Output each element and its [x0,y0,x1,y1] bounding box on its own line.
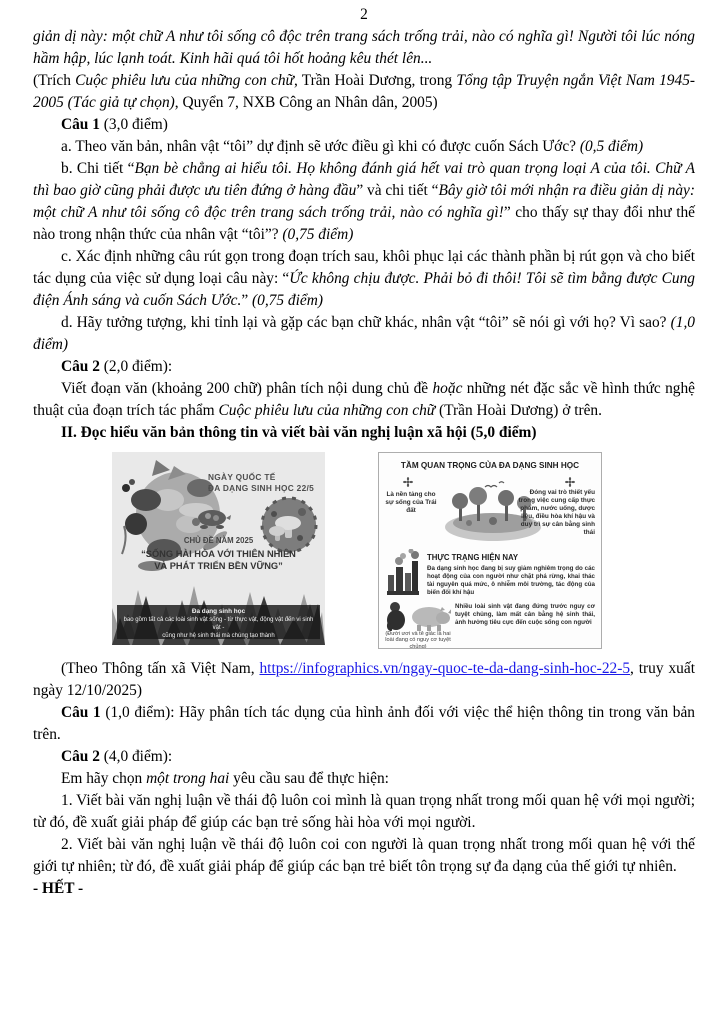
theme-year-label: CHỦ ĐỀ NĂM 2025 [183,536,254,545]
page-number: 2 [360,6,368,23]
mushrooms-icon [260,496,318,554]
theme-quote-line1: “SỐNG HÀI HÒA VỚI THIÊN NHIÊN [141,549,296,559]
biodiversity-importance-infographic [378,452,602,649]
question-2-heading: Câu 2 (2,0 điểm): [61,358,173,375]
status-paragraph-2: Nhiều loài sinh vật đang đứng trước nguy cơ tuyệt chủng, làm mất cân bằng hệ sinh thái, ảnh hưởng tiêu cực đến cuộc sống con người [455,603,595,626]
source-hyperlink[interactable]: https://infographics.vn/ngay-quoc-te-da-dang-sinh-hoc-22-5 [259,660,631,677]
caption-line1: bao gồm tất cả các loài sinh vật sống - từ thực vật, động vật đến vi sinh vật - [123,617,314,631]
question-1a: a. Theo văn bản, nhân vật “tôi” dự định sẽ ước điều gì khi có được cuốn Sách Ước? (0,5 điểm) [61,138,644,155]
theme-quote [112,548,325,572]
end-marker: - HẾT - [33,880,84,897]
infographic-right-title: TẦM QUAN TRỌNG CỦA ĐA DẠNG SINH HỌC [400,461,580,470]
source-line: (Theo Thông tấn xã Việt Nam, https://infographics.vn/ngay-quoc-te-da-dang-sinh-hoc-22-5, truy xuất ngày 12/10/2025) [33,660,695,699]
biodiversity-definition-caption [117,605,320,639]
infographic-left-title-line1: NGÀY QUỐC TẾ [208,472,276,482]
factory-pollution-icon [387,549,419,595]
caption-line2: cũng như hệ sinh thái mà chúng tạo thành [162,633,275,639]
importance-point-left: Là nền tảng cho sự sống của Trái đất [385,491,437,514]
infographic-left-title-line2: ĐA DẠNG SINH HỌC 22/5 [208,483,315,493]
section2-question-2-heading: Câu 2 (4,0 điểm): [61,748,173,765]
section2-question-1: Câu 1 (1,0 điểm): Hãy phân tích tác dụng của hình ảnh đối với việc thể hiện thông tin trong văn bản trên. [33,704,696,743]
essay-option-1: 1. Viết bài văn nghị luận về thái độ luôn coi mình là quan trọng nhất trong mối quan hệ với mọi người; từ đó, đề xuất giải pháp để giúp các bạn trẻ sống hài hòa với mọi người. [33,792,695,831]
intro-paragraph: giản dị này: một chữ A như tôi sống cô độc trên trang sách trống trải, nào có nghĩa gì! Người tôi lúc nóng hầm hập, lúc lạnh toát. Kinh hãi quá tôi hốt hoảng kêu thét lên... [33,28,695,67]
question-1c: c. Xác định những câu rút gọn trong đoạn trích sau, khôi phục lại các thành phần bị rút gọn và cho biết tác dụng của việc sử dụng loại câu này: “Ức không chịu được. Phải bỏ đi thôi! Tôi sẽ tìm bằng được Cung điện Ánh sáng và cuốn Sách Ước.” (0,75 điểm) [33,248,695,309]
question-2-body: Viết đoạn văn (khoảng 200 chữ) phân tích nội dung chủ đề hoặc những nét đặc sắc về hình thức nghệ thuật của đoạn trích tác phẩm Cuộc phiêu lưu của những con chữ (Trần Hoài Dương) ở trên. [33,380,695,419]
essay-option-2: 2. Viết bài văn nghị luận về thái độ luôn coi con người là quan trọng nhất trong mối quan hệ với thế giới tự nhiên; từ đó, đề xuất giải pháp để giúp các bạn trẻ biết tôn trọng sự đa dạng của thế giới tự nhiên. [33,836,695,875]
section-2-heading: II. Đọc hiểu văn bản thông tin và viết bài văn nghị luận xã hội (5,0 điểm) [61,424,537,441]
question-1b: b. Chi tiết “Bạn bè chẳng ai hiểu tôi. Họ không đánh giá hết vai trò quan trọng loại A của tôi. Chữ A thì bao giờ cũng phải được ưu tiên đứng ở hàng đầu” và chi tiết “Bây giờ tôi mới nhận ra điều giản dị này: một chữ A như tôi sống cô độc trên trang sách trống trải, nào có nghĩa gì!” cho thấy sự thay đổi như thế nào trong nhận thức của nhân vật “tôi”? (0,75 điểm) [33,160,696,243]
turtle-icon [188,506,234,532]
importance-point-right: Đóng vai trò thiết yếu trong việc cung cấp thực phẩm, nước uống, dược liệu, điều hòa khí hậu và duy trì sự cân bằng sinh thái [518,489,595,536]
status-heading: THỰC TRẠNG HIỆN NAY [427,553,519,562]
flower-icon [403,477,413,487]
caption-title: Đa dạng sinh học [191,608,246,615]
orangutan-rhino-icon [385,599,451,631]
citation: (Trích Cuộc phiêu lưu của những con chữ, Trần Hoài Dương, trong Tổng tập Truyện ngắn Việt Nam 1945-2005 (Tác giả tự chọn), Quyển 7, NXB Công an Nhân dân, 2005) [33,72,696,111]
biodiversity-day-infographic [112,452,325,645]
status-paragraph-1: Đa dạng sinh học đang bị suy giảm nghiêm trọng do các hoạt động của con người như chặt phá rừng, khai thác tài nguyên quá mức, ô nhiễm môi trường, tác động của biến đổi khí hậu [427,565,595,596]
flower-icon [565,477,575,487]
question-1d: d. Hãy tưởng tượng, khi tỉnh lại và gặp các bạn chữ khác, nhân vật “tôi” sẽ nói gì với họ? Vì sao? (1,0 điểm) [33,314,695,353]
infographic-figures-row [112,452,695,649]
theme-quote-line2: VÀ PHÁT TRIỂN BỀN VỮNG” [154,561,283,571]
question-1-heading: Câu 1 (3,0 điểm) [61,116,168,133]
endangered-species-caption: (Đười ươi và tê giác là hai loài đang có nguy cơ tuyệt chủng) [385,631,451,649]
choose-instruction: Em hãy chọn một trong hai yêu cầu sau để thực hiện: [61,770,389,787]
infographic-left-title [208,472,314,494]
